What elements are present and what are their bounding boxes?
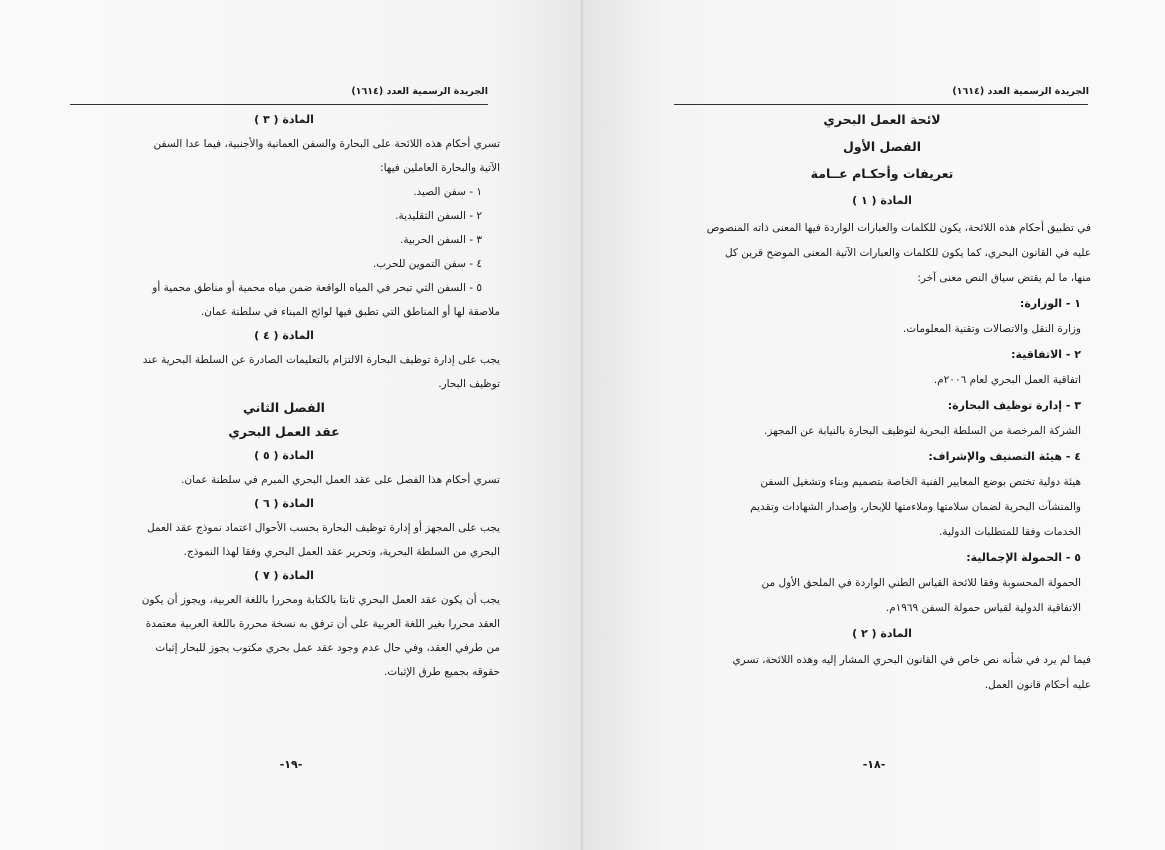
list-item: ملاصقة لها أو المناطق التي تطبق فيها لوائح الميناء في سلطنة عمان. [200, 306, 500, 318]
definition-text: الخدمات وفقا للمتطلبات الدولية. [938, 526, 1081, 538]
article-1-text: منها، ما لم يقتض سياق النص معنى آخر: [917, 272, 1091, 284]
running-header: الجريدة الرسمية العدد (١٦١٤) [351, 86, 488, 97]
page-body [68, 112, 500, 680]
chapter-title: الفصل الأول [842, 139, 921, 154]
article-3-text: الآتية والبحارة العاملين فيها: [380, 162, 500, 174]
page-body [673, 112, 1091, 693]
page-number: -١٩- [279, 758, 303, 771]
definition-term: ٢ - الاتفاقية: [1011, 348, 1081, 361]
definition-text: الاتفاقية الدولية لقياس حمولة السفن ١٩٦٩م. [885, 602, 1081, 614]
definition-term: ٤ - هيئة التصنيف والإشراف: [928, 450, 1081, 463]
article-7-text: يجب أن يكون عقد العمل البحري ثابتا بالكتابة ومحررا باللغة العربية، ويجوز أن يكون [141, 594, 500, 606]
article-7-text: حقوقه بجميع طرق الإثبات. [383, 666, 500, 678]
article-7-text: من طرفي العقد، وفي حال عدم وجود عقد عمل بحري مكتوب يجوز للبحار إثبات [155, 642, 500, 654]
definition-term: ٥ - الحمولة الإجمالية: [966, 551, 1081, 564]
article-5-text: تسري أحكام هذا الفصل على عقد العمل البحري المبرم في سلطنة عمان. [181, 474, 500, 486]
article-1-text: عليه في القانون البحري، كما يكون للكلمات والعبارات الآتية المعنى الموضح قرين كل [724, 247, 1091, 259]
article-4-text: توظيف البحار. [438, 378, 500, 390]
article-4-text: يجب على إدارة توظيف البحارة الالتزام بالتعليمات الصادرة عن السلطة البحرية عند [142, 354, 500, 366]
article-7-text: العقد محررا بغير اللغة العربية على أن ترفق به نسخة محررة باللغة العربية معتمدة [145, 618, 500, 630]
page-18 [583, 0, 1165, 850]
header-rule [674, 104, 1088, 105]
definition-term: ١ - الوزارة: [1019, 297, 1081, 310]
definition-text: هيئة دولية تختص بوضع المعايير الفنية الخاصة بتصميم وبناء وتشغيل السفن [760, 476, 1081, 488]
article-2-text: عليه أحكام قانون العمل. [984, 679, 1091, 691]
article-2-text: فيما لم يرد في شأنه نص خاص في القانون البحري المشار إليه وهذه اللائحة، تسري [732, 654, 1091, 666]
page-19 [0, 0, 582, 850]
article-6-text: البحري من السلطة البحرية، وتحرير عقد العمل البحري وفقا لهذا النموذج. [183, 546, 500, 558]
chapter-title: الفصل الثاني [243, 400, 325, 415]
chapter-subtitle: عقد العمل البحري [228, 424, 340, 439]
definition-text: والمنشآت البحرية لضمان سلامتها وملاءمتها للإبحار، وإصدار الشهادات وتقديم [750, 501, 1081, 513]
definition-text: الحمولة المحسوبة وفقا للائحة القياس الطني الواردة في الملحق الأول من [761, 577, 1081, 589]
running-header: الجريدة الرسمية العدد (١٦١٤) [952, 86, 1089, 97]
definition-text: اتفاقية العمل البحري لعام ٢٠٠٦م. [933, 374, 1081, 386]
definition-text: الشركة المرخصة من السلطة البحرية لتوظيف البحارة بالنيابة عن المجهز. [764, 425, 1081, 437]
chapter-subtitle: تعريفات وأحكـام عــامة [810, 166, 954, 181]
definition-text: وزارة النقل والاتصالات وتقنية المعلومات. [902, 323, 1081, 335]
article-5-title: المادة ( ٥ ) [254, 449, 314, 462]
article-4-title: المادة ( ٤ ) [254, 329, 314, 342]
list-item: ٥ - السفن التي تبحر في المياه الواقعة ضمن مياه محمية أو مناطق محمية أو [152, 282, 482, 294]
article-3-text: تسري أحكام هذه اللائحة على البحارة والسفن العمانية والأجنبية، فيما عدا السفن [153, 138, 500, 150]
article-6-text: يجب على المجهز أو إدارة توظيف البحارة بحسب الأحوال اعتماد نموذج عقد العمل [146, 522, 500, 534]
article-1-text: في تطبيق أحكام هذه اللائحة، يكون للكلمات والعبارات الواردة فيها المعنى ذاته المنصوص [706, 222, 1091, 234]
list-item: ١ - سفن الصيد. [413, 186, 482, 198]
article-2-title: المادة ( ٢ ) [852, 627, 912, 640]
list-item: ٢ - السفن التقليدية. [395, 210, 482, 222]
article-3-title: المادة ( ٣ ) [254, 113, 314, 126]
article-7-title: المادة ( ٧ ) [254, 569, 314, 582]
header-rule [70, 104, 488, 105]
list-item: ٣ - السفن الحربية. [400, 234, 482, 246]
definition-term: ٣ - إدارة توظيف البحارة: [947, 399, 1081, 412]
article-1-title: المادة ( ١ ) [852, 194, 912, 207]
article-6-title: المادة ( ٦ ) [254, 497, 314, 510]
page-number: -١٨- [862, 758, 886, 771]
list-item: ٤ - سفن التموين للحرب. [372, 258, 482, 270]
document-title: لائحة العمل البحري [823, 112, 941, 127]
